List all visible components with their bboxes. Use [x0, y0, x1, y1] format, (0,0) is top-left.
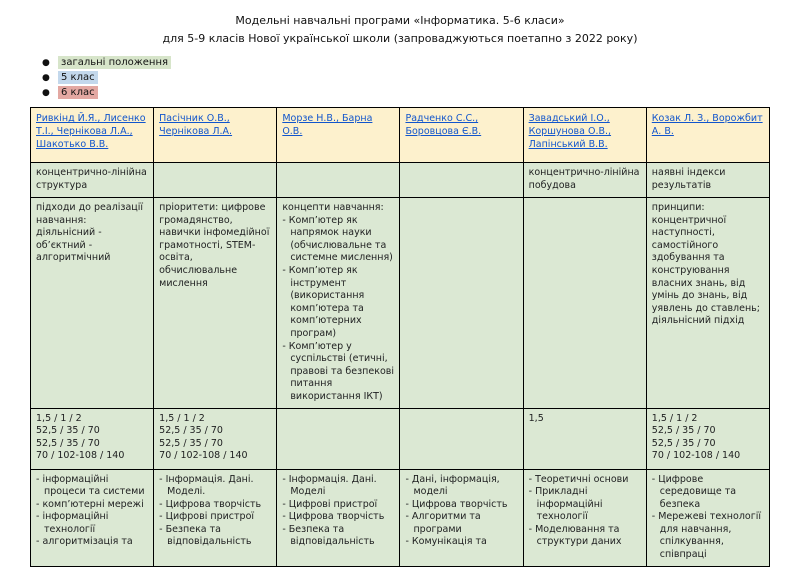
legend: [42, 55, 800, 100]
cell-line: - інформаційні технології: [36, 511, 109, 535]
cell-line: 52,5 / 35 / 70: [159, 425, 223, 437]
table-header-cell: [523, 108, 646, 163]
cell-line: - Мережеві технології для навчання, спілкування, співпраці: [651, 511, 761, 561]
cell-line: - алгоритмізація та: [36, 536, 133, 548]
cell-line: - Безпека та відповідальність: [282, 523, 375, 548]
table-cell: [400, 198, 523, 409]
cell-line: пріоритети: цифрове громадянство, навички інфомедійної грамотності, STEM-освіта, обчислювальне мислення: [159, 202, 270, 289]
table-cell: [277, 408, 400, 469]
cell-line: - Цифрова творчість: [282, 511, 385, 523]
cell-line: 1,5 / 1 / 2: [651, 412, 698, 424]
table-cell: [31, 198, 154, 409]
programs-comparison-table: [30, 107, 770, 567]
table-body: [31, 163, 770, 567]
cell-line: наявні індекси результатів: [651, 167, 726, 191]
author-link[interactable]: Козак Л. З., Ворожбит А. В.: [651, 113, 763, 137]
table-cell: [523, 163, 646, 198]
legend-item-general: [42, 55, 800, 70]
table-cell: [646, 163, 769, 198]
table-cell: [646, 198, 769, 409]
cell-line: - комп’ютерні мережі: [36, 498, 144, 510]
cell-line: 1,5 / 1 / 2: [36, 412, 82, 424]
cell-line: принципи: концентричної наступності, самостійного здобування та конструювання власних знань, від умінь до знань, від уявлень до ставлень; діяльнісний підхід: [651, 202, 760, 327]
cell-line: 1,5: [528, 412, 544, 424]
cell-line: 52,5 / 35 / 70: [159, 437, 223, 449]
cell-line: - Цифрові пристрої: [282, 498, 378, 510]
table-row: [31, 198, 770, 409]
table-cell: [400, 163, 523, 198]
author-link[interactable]: Пасічник О.В., Чернікова Л.А.: [159, 113, 233, 137]
cell-line: - Алгоритми та програми: [405, 511, 481, 535]
table-header-cell: [400, 108, 523, 163]
bullet-dot-icon: ●: [42, 87, 50, 98]
author-link[interactable]: Ривкінд Й.Я., Лисенко Т.І., Чернікова Л.А., Шакотько В.В.: [36, 113, 146, 150]
cell-line: - Дані, інформація, моделі: [405, 473, 500, 498]
legend-item-grade-6: [42, 85, 800, 100]
table-cell: [277, 198, 400, 409]
cell-line: 70 / 102-108 / 140: [651, 450, 741, 462]
title-line-1: Модельні навчальні програми «Інформатика. 5-6 класи»: [235, 14, 565, 27]
table-header-row: [31, 108, 770, 163]
table-cell: [523, 469, 646, 566]
table-cell: [154, 163, 277, 198]
cell-line: - Прикладні інформаційні технології: [528, 486, 603, 523]
author-link[interactable]: Завадський І.О., Коршунова О.В., Лапінський В.В.: [528, 113, 612, 150]
cell-line: підходи до реалізації навчання: діяльнісний - об’єктний - алгоритмічний: [36, 202, 144, 264]
table-cell: [523, 198, 646, 409]
bullet-dot-icon: ●: [42, 72, 50, 83]
cell-line: 52,5 / 35 / 70: [36, 425, 100, 437]
table-header-cell: [646, 108, 769, 163]
table-cell: [400, 408, 523, 469]
legend-highlight: 6 клас: [58, 86, 98, 99]
table-row: [31, 469, 770, 566]
cell-line: - Цифрове середовище та безпека: [651, 473, 737, 510]
table-cell: [646, 469, 769, 566]
cell-line: 52,5 / 35 / 70: [36, 437, 100, 449]
cell-line: - Комп’ютер як напрямок науки (обчислювальне та системне мислення): [282, 214, 393, 264]
table-cell: [154, 469, 277, 566]
document-title: [0, 0, 800, 46]
table-cell: [31, 408, 154, 469]
table-row: [31, 408, 770, 469]
cell-line: 70 / 102-108 / 140: [36, 450, 125, 462]
cell-line: - Інформація. Дані. Моделі: [282, 473, 377, 498]
cell-line: - Комунікація та: [405, 536, 487, 548]
author-link[interactable]: Радченко С.С., Боровцова Є.В.: [405, 113, 482, 137]
cell-line: концентрично-лінійна структура: [36, 167, 147, 191]
cell-line: - Цифрова творчість: [159, 498, 262, 510]
cell-line: - інформаційні процеси та системи: [36, 473, 145, 498]
cell-line: - Інформація. Дані. Моделі.: [159, 473, 254, 498]
cell-line: 52,5 / 35 / 70: [651, 425, 716, 437]
cell-line: концентрично-лінійна побудова: [528, 167, 640, 191]
table-header-cell: [277, 108, 400, 163]
table-cell: [523, 408, 646, 469]
cell-line: 52,5 / 35 / 70: [651, 437, 716, 449]
table-header-cell: [31, 108, 154, 163]
table-cell: [646, 408, 769, 469]
cell-line: - Цифрова творчість: [405, 498, 508, 510]
cell-line: - Цифрові пристрої: [159, 511, 255, 523]
table-cell: [400, 469, 523, 566]
bullet-dot-icon: ●: [42, 57, 50, 68]
table-cell: [154, 198, 277, 409]
table-cell: [31, 469, 154, 566]
cell-line: концепти навчання:: [282, 202, 384, 213]
table-row: [31, 163, 770, 198]
cell-line: 70 / 102-108 / 140: [159, 450, 248, 462]
legend-item-grade-5: [42, 70, 800, 85]
table-cell: [277, 469, 400, 566]
cell-line: - Моделювання та структури даних: [528, 523, 622, 548]
table-header-cell: [154, 108, 277, 163]
table-cell: [31, 163, 154, 198]
cell-line: 1,5 / 1 / 2: [159, 412, 205, 424]
cell-line: - Теоретичні основи: [528, 473, 629, 485]
cell-line: - Комп’ютер у суспільстві (етичні, правові та безпекові питання використання ІКТ): [282, 340, 395, 402]
legend-highlight: 5 клас: [58, 71, 98, 84]
title-line-2: для 5-9 класів Нової української школи (запроваджуються поетапно з 2022 року): [162, 32, 638, 45]
cell-line: - Комп’ютер як інструмент (використання комп’ютера та комп’ютерних програм): [282, 264, 365, 339]
table-cell: [154, 408, 277, 469]
author-link[interactable]: Морзе Н.В., Барна О.В.: [282, 113, 373, 137]
table-cell: [277, 163, 400, 198]
cell-line: - Безпека та відповідальність: [159, 523, 252, 548]
legend-highlight: загальні положення: [58, 56, 171, 69]
